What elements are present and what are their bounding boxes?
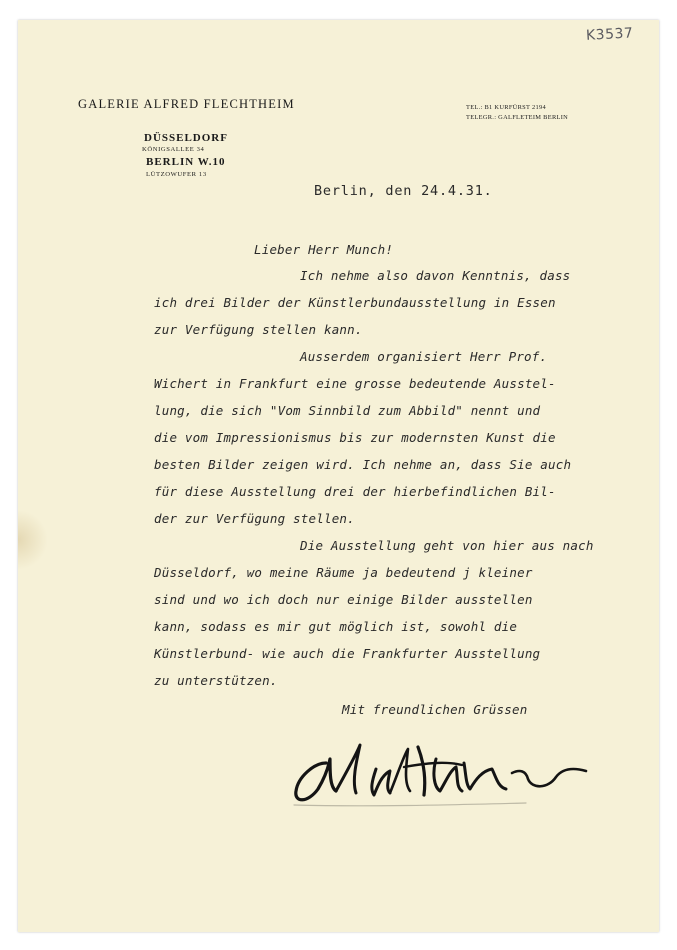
letterhead-contact: [466, 103, 568, 123]
letter-line: sind und wo ich doch nur einige Bilder ausstellen: [154, 592, 533, 607]
letter-line: die vom Impressionismus bis zur modernsten Kunst die: [154, 430, 556, 445]
letterhead-telephone: TEL.: B1 KURFÜRST 2194: [466, 104, 546, 111]
letter-line: ich drei Bilder der Künstlerbundausstellung in Essen: [154, 295, 556, 310]
paper-stain: [18, 510, 48, 570]
letter-line: Wichert in Frankfurt eine grosse bedeutende Ausstel-: [154, 376, 556, 391]
letterhead-city-dusseldorf: DÜSSELDORF: [144, 132, 228, 144]
letter-line: Die Ausstellung geht von hier aus nach: [300, 538, 594, 553]
letterhead-street-dusseldorf: KÖNIGSALLEE 34: [142, 146, 205, 153]
letter-line: Düsseldorf, wo meine Räume ja bedeutend j kleiner: [154, 565, 533, 580]
letterhead-telegram: TELEGR.: GALFLETEIM BERLIN: [466, 114, 569, 121]
letter-line: kann, sodass es mir gut möglich ist, sowohl die: [154, 619, 518, 634]
letter-line: Künstlerbund- wie auch die Frankfurter Ausstellung: [154, 646, 541, 661]
letterhead-city-berlin: BERLIN W.10: [146, 156, 226, 168]
archive-number: K3537: [585, 25, 634, 44]
letterhead-gallery-name: GALERIE ALFRED FLECHTHEIM: [78, 97, 295, 111]
letter-line: lung, die sich "Vom Sinnbild zum Abbild" nennt und: [154, 403, 541, 418]
letter-line: zur Verfügung stellen kann.: [154, 322, 363, 337]
letter-line: der zur Verfügung stellen.: [154, 511, 355, 526]
letter-sheet: [18, 20, 659, 932]
letter-line: Ich nehme also davon Kenntnis, dass: [300, 268, 571, 283]
letterhead-street-berlin: LÜTZOWUFER 13: [146, 171, 207, 178]
handwritten-signature-icon: [286, 733, 596, 813]
letter-line: zu unterstützen.: [154, 673, 278, 688]
letter-line: Mit freundlichen Grüssen: [342, 702, 528, 717]
letter-line: für diese Ausstellung drei der hierbefindlichen Bil-: [154, 484, 556, 499]
letter-line: Ausserdem organisiert Herr Prof.: [300, 349, 548, 364]
letter-date: Berlin, den 24.4.31.: [314, 183, 493, 199]
letter-line: besten Bilder zeigen wird. Ich nehme an, dass Sie auch: [154, 457, 572, 472]
letter-line: Lieber Herr Munch!: [254, 242, 394, 257]
